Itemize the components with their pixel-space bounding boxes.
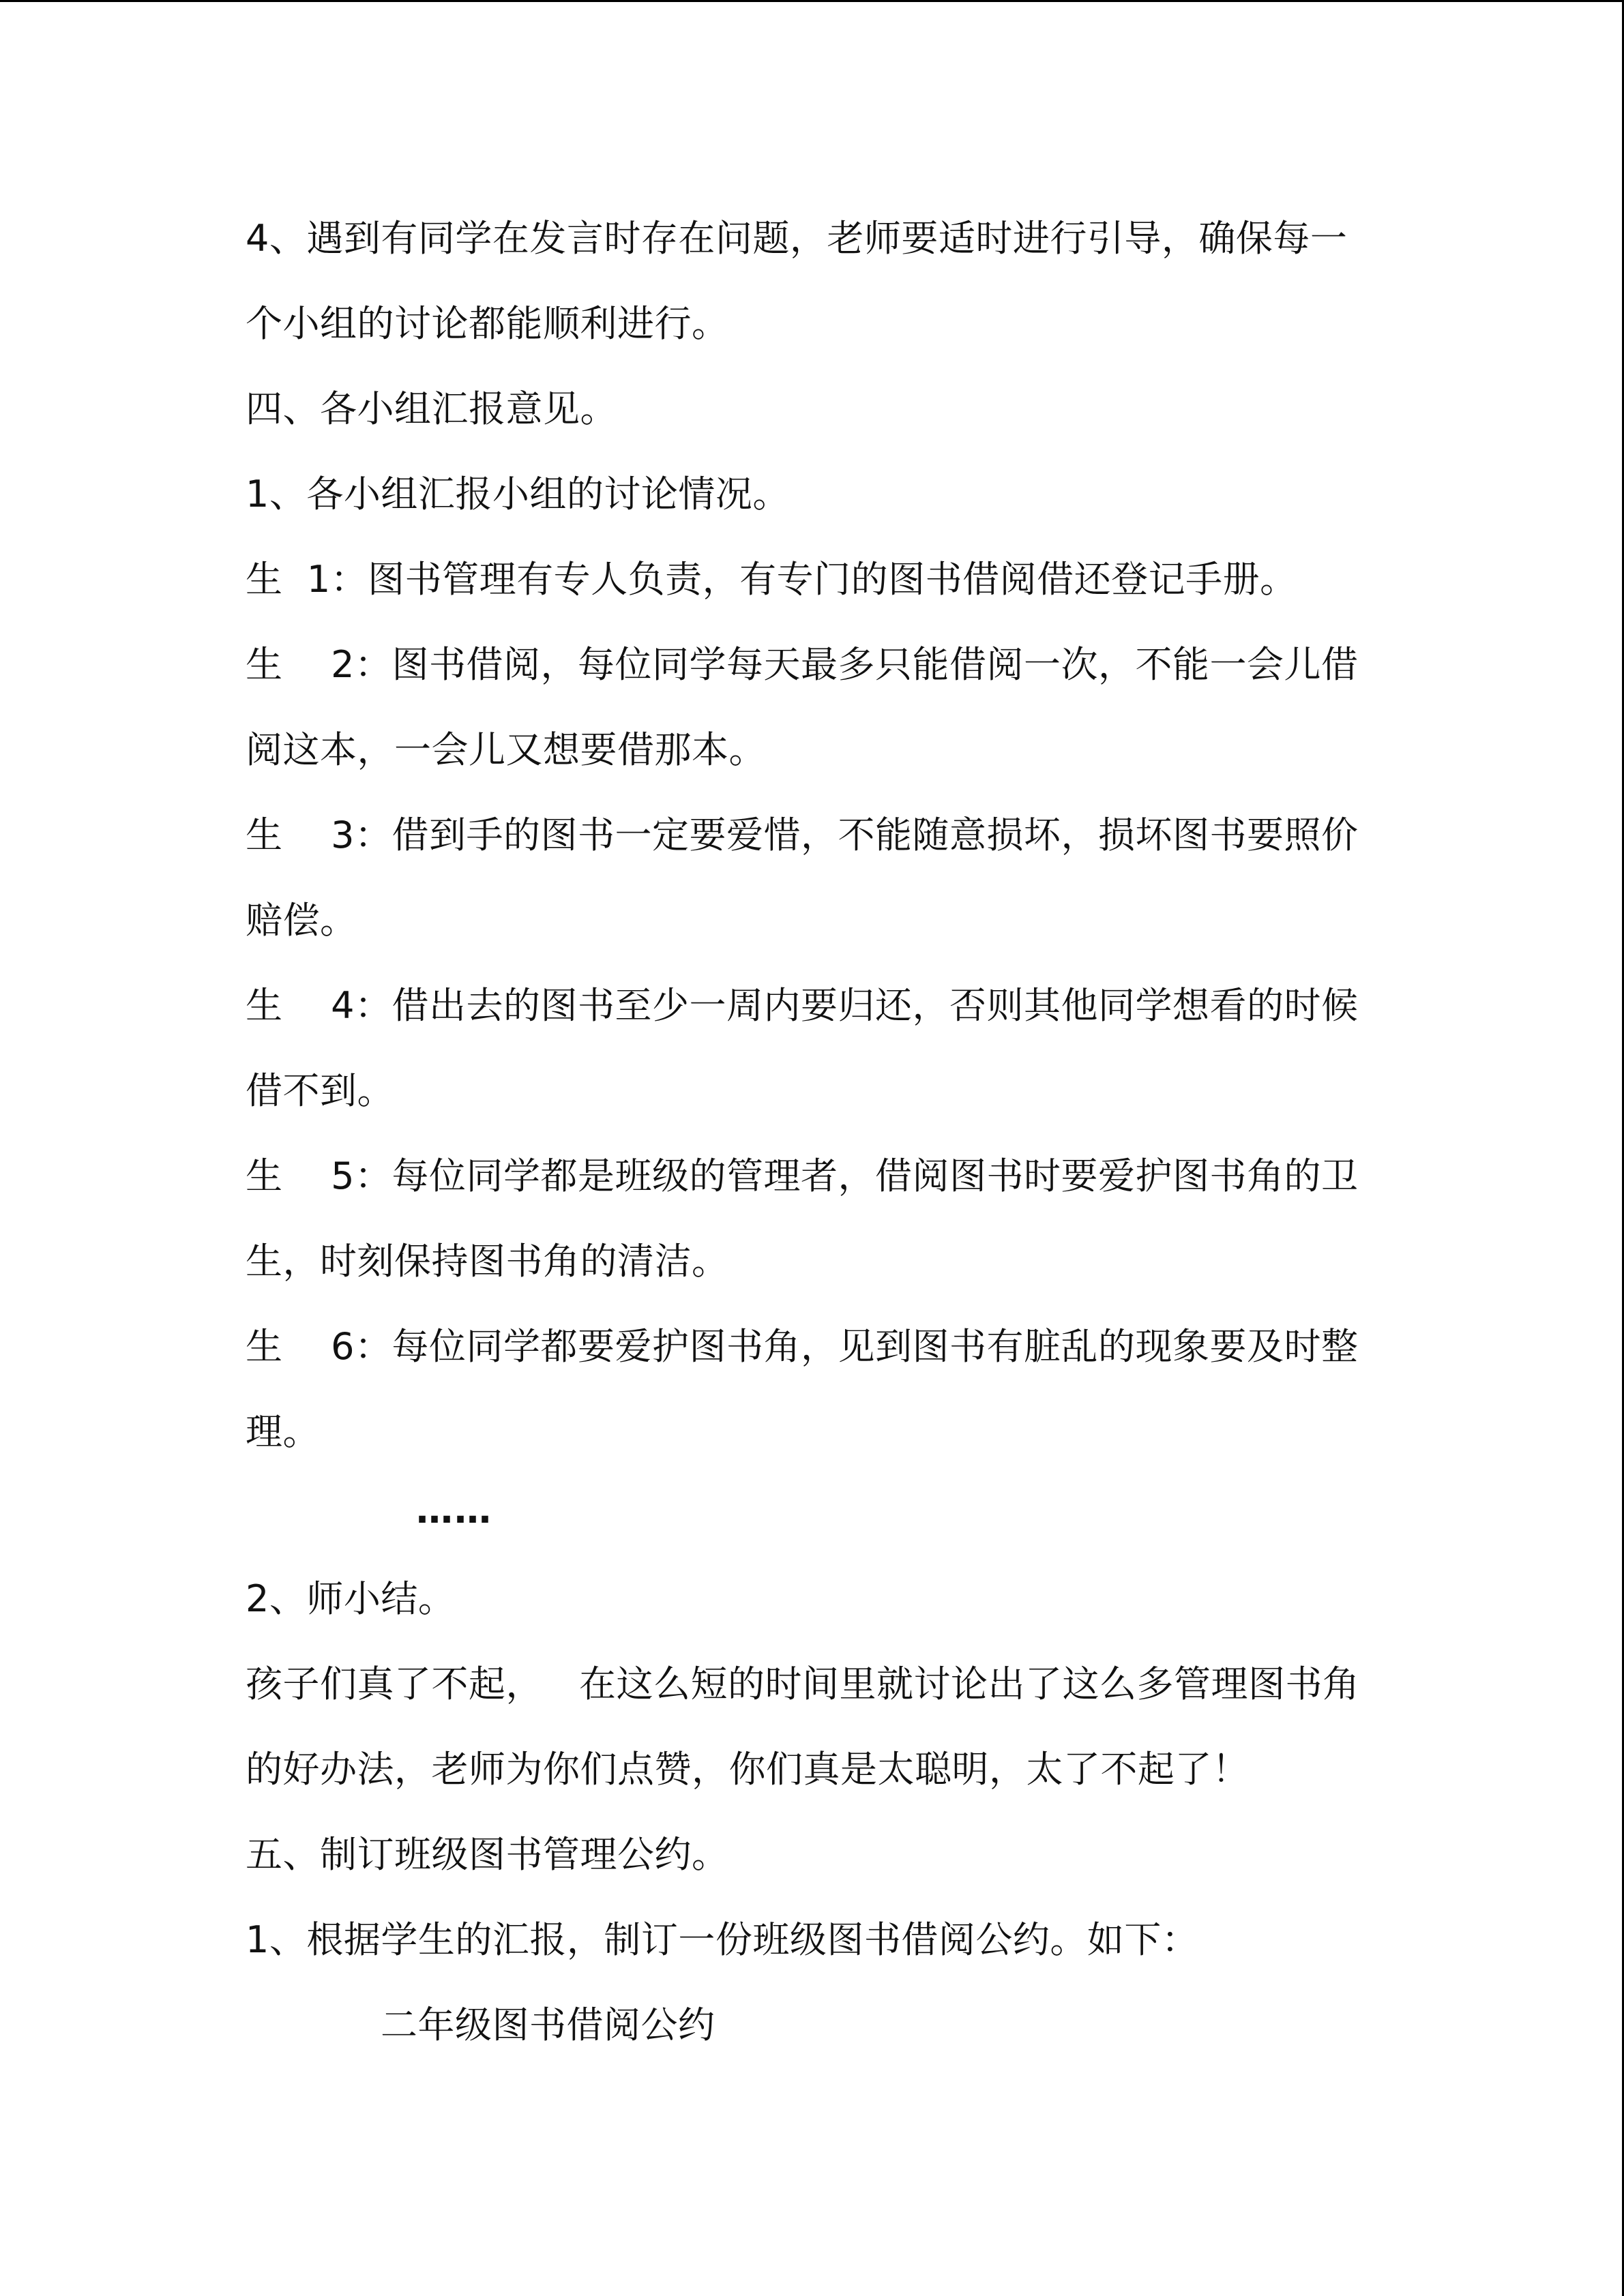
paragraph-line: 生 5：每位同学都是班级的管理者，借阅图书时要爱护图书角的卫 xyxy=(246,1154,1359,1197)
paragraph-line: 个小组的讨论都能顺利进行。 xyxy=(246,302,729,345)
paragraph-line: 生 3：借到手的图书一定要爱惜，不能随意损坏，损坏图书要照价 xyxy=(246,814,1359,856)
paragraph-line: 借不到。 xyxy=(246,1069,394,1112)
paragraph-line: 赔偿。 xyxy=(246,899,357,942)
paragraph-line: 生 1：图书管理有专人负责，有专门的图书借阅借还登记手册。 xyxy=(246,558,1297,601)
paragraph-line: 生 6：每位同学都要爱护图书角，见到图书有脏乱的现象要及时整 xyxy=(246,1325,1359,1368)
paragraph-line: 的好办法，老师为你们点赞，你们真是太聪明，太了不起了！ xyxy=(246,1748,1250,1791)
section-heading: 四、各小组汇报意见。 xyxy=(246,387,617,430)
paragraph-line: 2、师小结。 xyxy=(246,1577,456,1620)
section-heading: 五、制订班级图书管理公约。 xyxy=(246,1833,729,1876)
paragraph-line: 4、遇到有同学在发言时存在问题，老师要适时进行引导，确保每一 xyxy=(246,217,1348,260)
paragraph-line: 阅这本，一会儿又想要借那本。 xyxy=(246,728,766,771)
paragraph-line: 1、根据学生的汇报，制订一份班级图书借阅公约。如下： xyxy=(246,1918,1199,1961)
paragraph-line: 1、各小组汇报小组的讨论情况。 xyxy=(246,473,790,516)
ellipsis: …… xyxy=(416,1489,492,1532)
paragraph-line: 孩子们真了不起， 在这么短的时间里就讨论出了这么多管理图书角 xyxy=(246,1663,1360,1705)
paragraph-line: 理。 xyxy=(246,1410,320,1453)
convention-title: 二年级图书借阅公约 xyxy=(381,2003,715,2046)
paragraph-line: 生 4：借出去的图书至少一周内要归还，否则其他同学想看的时候 xyxy=(246,984,1359,1027)
paragraph-line: 生 2：图书借阅，每位同学每天最多只能借阅一次，不能一会儿借 xyxy=(246,643,1359,686)
paragraph-line: 生，时刻保持图书角的清洁。 xyxy=(246,1240,729,1283)
